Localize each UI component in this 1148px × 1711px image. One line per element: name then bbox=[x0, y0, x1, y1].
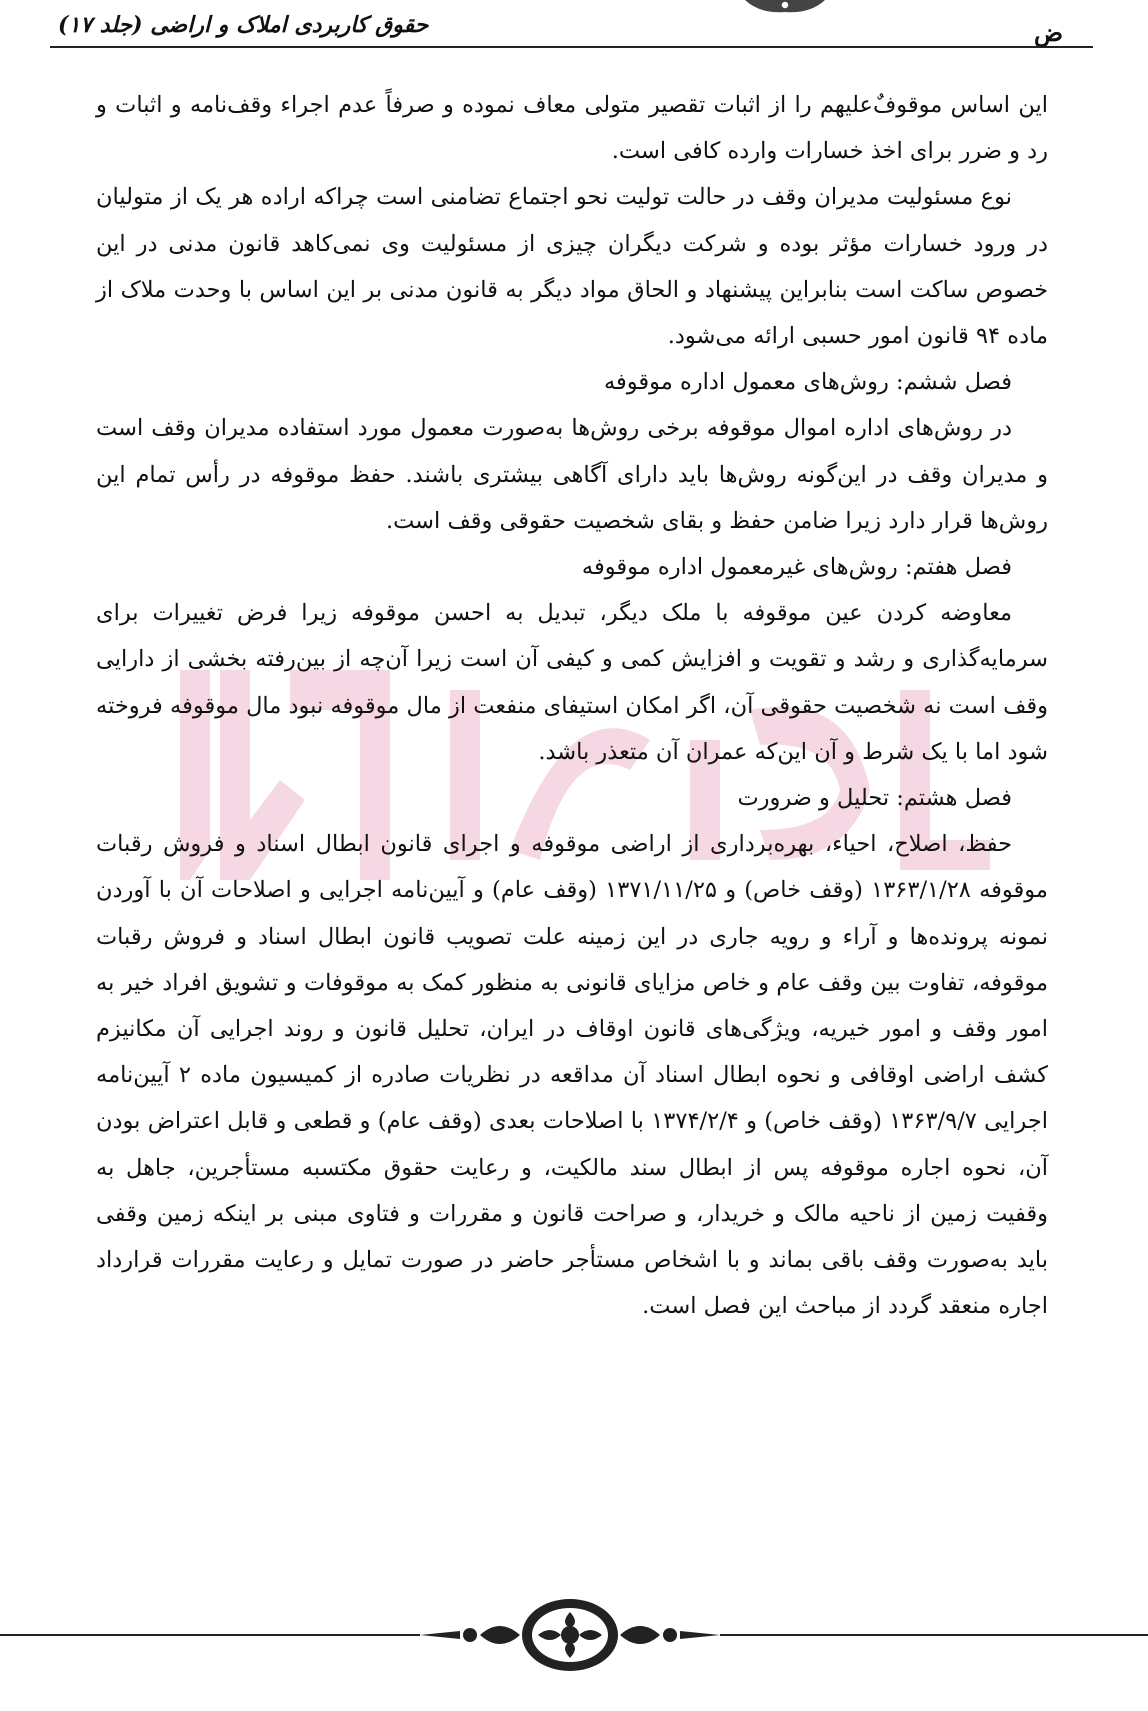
paragraph-2: نوع مسئولیت مدیران وقف در حالت تولیت نحو اجتماع تضامنی است چراکه اراده هر یک از متولیان در ورود خسارات مؤثر بوده و شرکت دیگران چیزی از مسئولیت وی نمی‌کاهد قانون مدنی در این خصوص ساکت است بنابراین پیشنهاد و الحاق مواد دیگر به قانون مدنی بر این اساس با وحدت ملاک از ماده ۹۴ قانون امور حسبی ارائه می‌شود. bbox=[96, 184, 1048, 350]
paragraph-1: این اساس موقوفٌ‌علیهم را از اثبات تقصیر متولی معاف نموده و صرفاً عدم اجراء وقف‌نامه و اثبات و رد و ضرر برای اخذ خسارات وارده کافی است. bbox=[96, 92, 1048, 165]
paragraph-5: حفظ، اصلاح، احیاء، بهره‌برداری از اراضی موقوفه و اجرای قانون ابطال اسناد و فروش رقبات موقوفه ۱۳۶۳/۱/۲۸ (وقف خاص) و ۱۳۷۱/۱۱/۲۵ (وقف عام) و آیین‌نامه اجرایی و اصلاحات آن با آوردن نمونه پرونده‌ها و آراء و رویه جاری در این زمینه علت تصویب قانون ابطال اسناد و فروش رقبات موقوفه، تفاوت بین وقف عام و خاص مزایای قانونی به منظور کمک به موقوفات و تشویق افراد خیر به امور وقف و امور خیریه، ویژگی‌های قانون اوقاف در ایران، تحلیل قانون و روند اجرایی آن مکانیزم کشف اراضی اوقافی و نحوه ابطال اسناد آن مداقعه در نظریات صادره از کمیسیون ماده ۲ آیین‌نامه اجرایی ۱۳۶۳/۹/۷ (وقف خاص) و ۱۳۷۴/۲/۴ با اصلاحات بعدی (وقف عام) و قطعی و قابل اعتراض بودن آن، نحوه اجاره موقوفه پس از ابطال سند مالکیت، و رعایت حقوق مکتسبه مستأجرین، جاهل به وقفیت زمین از ناحیه مالک و خریدار، و صراحت قانون و مقررات و فتاوی مبنی بر اینکه زمین وقفی باید به‌صورت وقف باقی بماند و با اشخاص مستأجر حاضر در صورت تمایل و رعایت مقررات قرارداد اجاره منعقد گردد از مباحث این فصل است. bbox=[96, 831, 1048, 1320]
section-heading-7: فصل هفتم: روش‌های غیرمعمول اداره موقوفه bbox=[581, 554, 1012, 581]
running-title: حقوق کاربردی املاک و اراضی (جلد ۱۷) bbox=[58, 12, 429, 38]
section-heading-8: فصل هشتم: تحلیل و ضرورت bbox=[737, 785, 1012, 812]
page-body bbox=[96, 82, 1048, 1329]
footer-divider-left bbox=[0, 1634, 420, 1636]
paragraph-4: معاوضه کردن عین موقوفه با ملک دیگر، تبدیل به احسن موقوفه زیرا فرض تغییرات برای سرمایه‌گذاری و رشد و تقویت و افزایش کمی و کیفی آن است زیرا آن‌چه از بین‌رفته بخشی از دارایی وقف است نه شخصیت حقوقی آن، اگر امکان استیفای منفعت از مال موقوفه نبود مال موقوفه فروخته شود اما با یک شرط و آن این‌که عمران آن متعذر باشد. bbox=[96, 600, 1048, 765]
page-number-letter: ض bbox=[1033, 18, 1063, 47]
header-divider bbox=[50, 46, 1093, 48]
footer-divider-right bbox=[720, 1634, 1148, 1636]
page-footer bbox=[0, 1595, 1148, 1675]
section-heading-6: فصل ششم: روش‌های معمول اداره موقوفه bbox=[603, 369, 1012, 396]
page-header bbox=[0, 0, 1148, 60]
floral-ornament-icon bbox=[740, 0, 830, 14]
paragraph-3: در روش‌های اداره اموال موقوفه برخی روش‌ها به‌صورت معمول مورد استفاده مدیران وقف است و مدیران وقف در این‌گونه روش‌ها باید دارای آگاهی بیشتری باشند. حفظ موقوفه در رأس تمام این روش‌ها قرار دارد زیرا ضامن حفظ و بقای شخصیت حقوقی وقف است. bbox=[96, 415, 1048, 534]
arabesque-ornament-icon bbox=[420, 1595, 720, 1675]
